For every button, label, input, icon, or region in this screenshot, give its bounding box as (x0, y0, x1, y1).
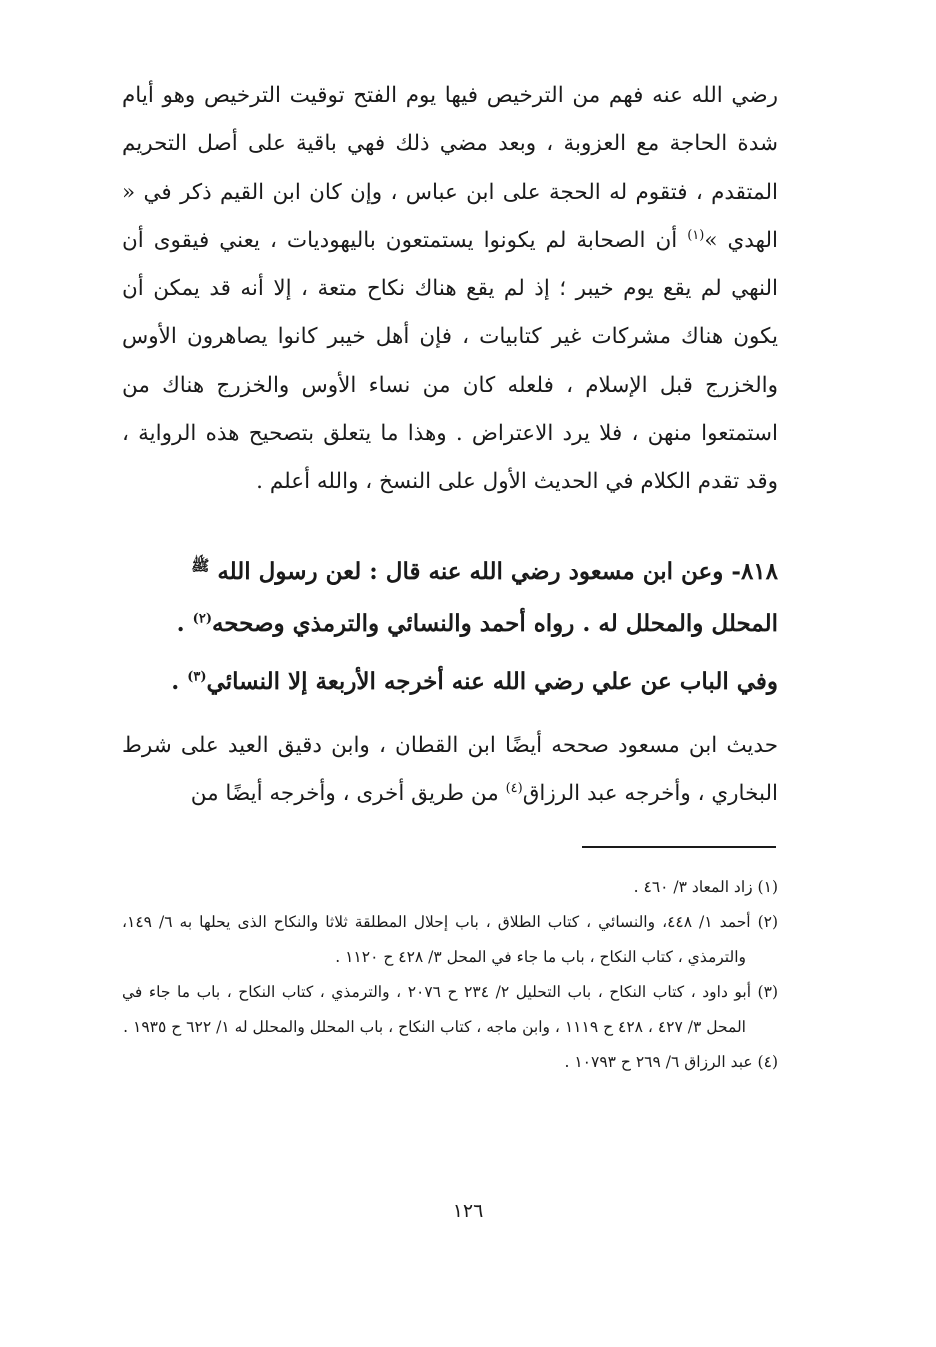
hadith-end: . (176, 610, 193, 637)
hadith-818 (122, 546, 778, 650)
body-text-part-1: رضي الله عنه فهم من الترخيص فيها يوم الفتح توقيت الترخيص وهو أيام شدة الحاجة مع العزوبة ، وبعد مضي ذلك فهي باقية على أصل التحريم المتقدم ، فتقوم له الحجة على ابن عباس ، وإن كان ابن القيم ذكر في « الهدي » (122, 83, 778, 253)
commentary-text-part-2: من طريق أخرى ، وأخرجه أيضًا من (190, 781, 506, 807)
commentary-paragraph (122, 722, 778, 819)
footnote-3: (٣) أبو داود ، كتاب النكاح ، باب التحليل ٢/ ٢٣٤ ح ٢٠٧٦ ، والترمذي ، كتاب النكاح ، باب ما جاء في المحل ٣/ ٤٢٧ ، ٤٢٨ ح ١١١٩ ، وابن ماجه ، كتاب النكاح ، باب المحلل والمحلل له ١/ ٦٢٢ ح ١٩٣٥ . (122, 983, 778, 1036)
commentary-text-part-1: حديث ابن مسعود صححه أيضًا ابن القطان ، وابن دقيق العيد على شرط البخاري ، وأخرجه عبد الرزاق (122, 733, 778, 807)
footnote-1: (١) زاد المعاد ٣/ ٤٦٠ . (633, 878, 778, 896)
hadith-text-part-2: المحلل والمحلل له . رواه أحمد والنسائي والترمذي وصححه (211, 610, 778, 637)
footnote-marker-3[interactable]: (٣) (187, 669, 207, 685)
bab-text: وفي الباب عن علي رضي الله عنه أخرجه الأربعة إلا النسائي (206, 668, 778, 695)
footnote-marker-4[interactable]: (٤) (505, 781, 523, 797)
footnotes (122, 870, 778, 1080)
body-text (122, 72, 778, 507)
footnote-4: (٤) عبد الرزاق ٦/ ٢٦٩ ح ١٠٧٩٣ . (564, 1053, 778, 1071)
body-paragraph (122, 72, 778, 507)
bab-end: . (171, 668, 188, 695)
body-text-part-2: أن الصحابة لم يكونوا يستمتعون باليهوديات ، يعني فيقوى أن النهي لم يقع يوم خيبر ؛ إذ لم يقع هناك نكاح متعة ، إلا أنه قد يمكن أن يكون هناك مشركات غير كتابيات ، فإن أهل خيبر كانوا يصاهرون الأوس والخزرج قبل الإسلام ، فلعله كان من نساء الأوس والخزرج هناك من استمتعوا منهن ، فلا يرد الاعتراض . وهذا ما يتعلق بتصحيح هذه الرواية ، وقد تقدم الكلام في الحديث الأول على النسخ ، والله أعلم . (122, 227, 778, 495)
footnote-marker-1[interactable]: (١) (687, 227, 705, 243)
footnote-marker-2[interactable]: (٢) (192, 611, 212, 627)
hadith-text-part-1: ٨١٨- وعن ابن مسعود رضي الله عنه قال : لعن رسول الله (209, 558, 778, 585)
salutation-glyph: ﷺ (191, 556, 210, 575)
footnote-separator (582, 846, 776, 848)
footnote-2: (٢) أحمد ١/ ٤٤٨، والنسائي ، كتاب الطلاق ، باب إحلال المطلقة ثلاثا والنكاح الذى يحلها به ٦/ ١٤٩، والترمذي ، كتاب النكاح ، باب ما جاء في المحل ٣/ ٤٢٨ ح ١١٢٠ . (122, 913, 779, 966)
bab-note (122, 658, 778, 706)
page-number: ١٢٦ (452, 1200, 484, 1222)
